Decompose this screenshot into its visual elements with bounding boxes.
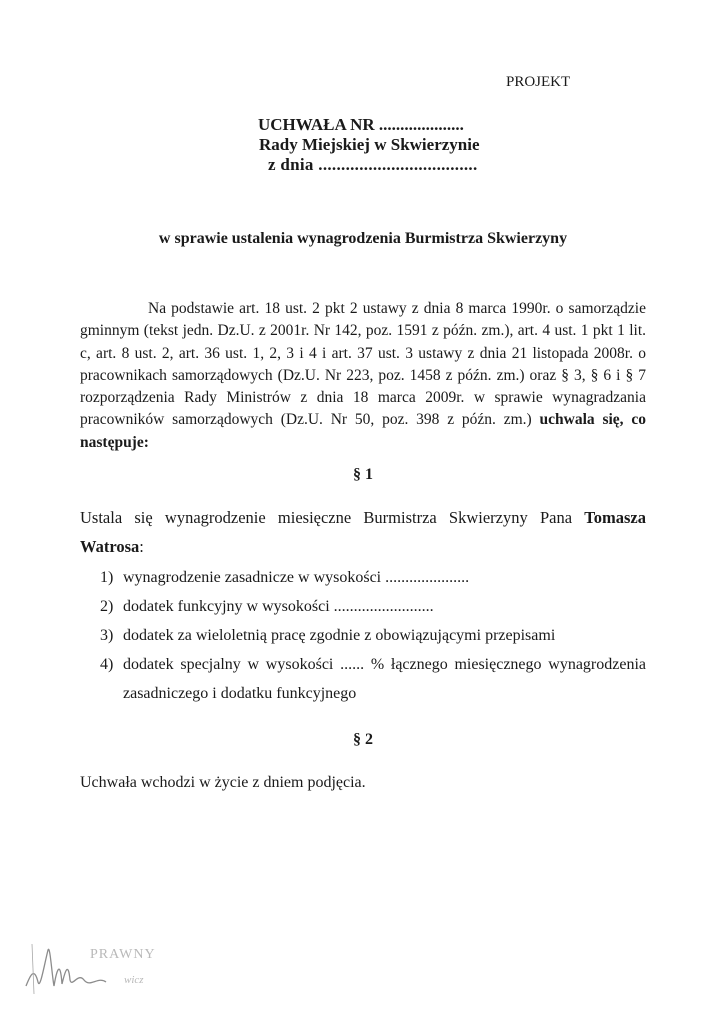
- legal-basis: [80, 298, 646, 454]
- legal-basis-bold: uchwala się, co następuje:: [80, 411, 647, 451]
- list-item: [100, 592, 646, 621]
- council-name: Rady Miejskiej w Skwierzynie: [259, 135, 480, 154]
- list-item-number: 2): [100, 598, 114, 615]
- stamp-text-line1: PRAWNY: [90, 947, 156, 962]
- stamp-text-line2: wicz: [124, 974, 144, 986]
- section-1-intro: [80, 503, 646, 561]
- list-item-text: wynagrodzenie zasadnicze w wysokości .....................: [123, 569, 470, 586]
- list-item: [100, 621, 646, 650]
- section-1-mark: § 1: [353, 466, 373, 483]
- section-2-text: Uchwała wchodzi w życie z dniem podjęcia.: [80, 774, 366, 791]
- list-item-number: 3): [100, 627, 114, 644]
- legal-basis-text: Na podstawie art. 18 ust. 2 pkt 2 ustawy z dnia 8 marca 1990r. o samorządzie gminnym (tekst jedn. Dz.U. z 2001r. Nr 142, poz. 1591 z późn. zm.), art. 4 ust. 1 pkt 1 lit. c, art. 8 ust. 2, art. 36 ust. 1, 2, 3 i 4 i art. 37 ust. 3 ustawy z dnia 21 listopada 2008r. o pracownikach samorządowych (Dz.U. Nr 223, poz. 1458 z późn. zm.) oraz § 3, § 6 i § 7 rozporządzenia Rady Ministrów z dnia 18 marca 2009r. w sprawie wynagradzania pracowników samorządowych (Dz.U. Nr 50, poz. 398 z późn. zm.): [80, 300, 646, 429]
- list-item-number: 4): [100, 656, 114, 673]
- list-item-text: dodatek specjalny w wysokości ...... % łącznego miesięcznego wynagrodzenia zasadniczego i dodatku funkcyjnego: [123, 656, 646, 702]
- resolution-subject: w sprawie ustalenia wynagrodzenia Burmistrza Skwierzyny: [158, 230, 568, 247]
- list-item-number: 1): [100, 569, 114, 586]
- salary-components-list: [100, 563, 646, 708]
- signature-stroke: [32, 944, 34, 994]
- mayor-name: Tomasza Watrosa: [80, 508, 646, 556]
- list-item-text: dodatek funkcyjny w wysokości .........................: [123, 598, 434, 615]
- list-item: [100, 563, 646, 592]
- resolution-date: z dnia ...................................: [268, 155, 478, 174]
- section-1-colon: :: [139, 537, 144, 556]
- projekt-label: PROJEKT: [506, 74, 571, 90]
- signature-stamp: [20, 936, 180, 996]
- resolution-number: UCHWAŁA NR ....................: [258, 115, 464, 134]
- section-1-intro-text: Ustala się wynagrodzenie miesięczne Burmistrza Skwierzyny Pana: [80, 508, 573, 527]
- list-item-text: dodatek za wieloletnią pracę zgodnie z obowiązującymi przepisami: [123, 627, 556, 644]
- list-item: [100, 650, 646, 708]
- section-2-mark: § 2: [353, 731, 373, 748]
